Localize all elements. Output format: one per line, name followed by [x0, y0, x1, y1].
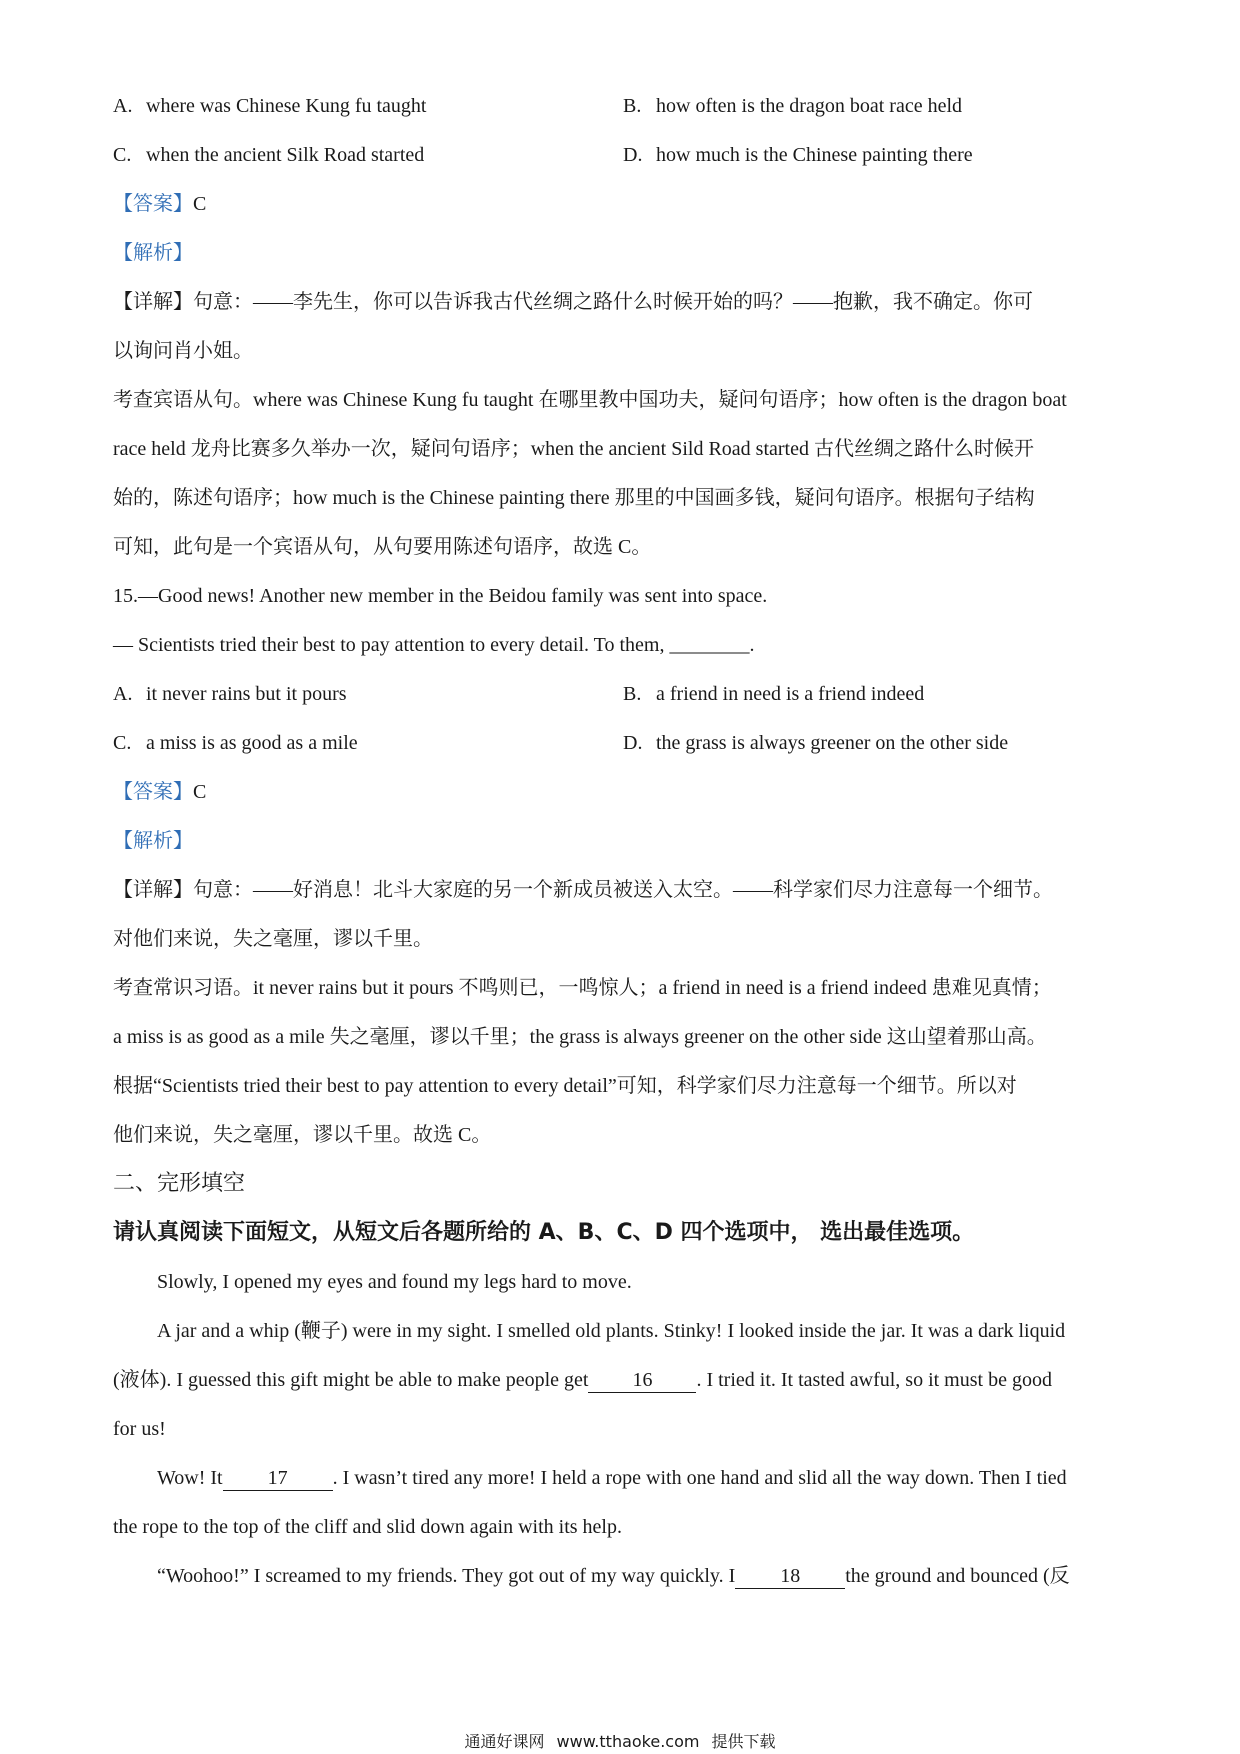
stem-text: . [749, 634, 755, 656]
q15-analysis-label: 【解析】 [113, 830, 193, 852]
option-letter: C. [113, 144, 132, 166]
passage-line: for us! [113, 1418, 166, 1440]
q15-answer [113, 778, 1133, 806]
footer-note: 提供下载 [711, 1732, 776, 1751]
option-letter: C. [113, 732, 132, 754]
q15-detail-line: 根据“Scientists tried their best to pay attention to every detail”可知，科学家们尽力注意每一个细节。所以对 [113, 1075, 1017, 1097]
q14-detail-line: 可知，此句是一个宾语从句，从句要用陈述句语序，故选 C。 [113, 536, 652, 558]
option-letter: B. [623, 95, 642, 117]
option-letter: A. [113, 683, 133, 705]
q14-detail-line: 始的，陈述句语序；how much is the Chinese painting there 那里的中国画多钱，疑问句语序。根据句子结构 [113, 487, 1035, 509]
blank-17: 17 [223, 1466, 333, 1491]
q15-detail-line: 他们来说，失之毫厘，谬以千里。故选 C。 [113, 1124, 492, 1146]
option-text: it never rains but it pours [146, 683, 347, 705]
option-text: how often is the dragon boat race held [656, 95, 963, 117]
passage-text: (液体). I guessed this gift might be able to make people get [113, 1369, 589, 1391]
q14-detail-line: 以询问肖小姐。 [113, 340, 253, 362]
footer-url[interactable]: www.tthaoke.com [556, 1732, 700, 1751]
passage-line: the rope to the top of the cliff and slid down again with its help. [113, 1516, 622, 1538]
blank-18: 18 [735, 1564, 845, 1589]
q14-option-b [623, 92, 962, 120]
option-letter: D. [623, 732, 643, 754]
option-text: a friend in need is a friend indeed [656, 683, 925, 705]
q15-stem-line: 15.—Good news! Another new member in the Beidou family was sent into space. [113, 585, 768, 607]
q15-stem-line [113, 631, 1133, 659]
q14-detail-line [113, 288, 1133, 316]
passage-line [157, 1562, 1133, 1590]
option-text: where was Chinese Kung fu taught [146, 95, 427, 117]
passage-text: the ground and bounced (反 [845, 1565, 1070, 1587]
q14-detail-line: race held 龙舟比赛多久举办一次，疑问句语序；when the ancient Sild Road started 古代丝绸之路什么时候开 [113, 438, 1034, 460]
passage-line: Slowly, I opened my eyes and found my legs hard to move. [157, 1271, 632, 1293]
q15-detail-line [113, 876, 1133, 904]
detail-text: 句意：——李先生，你可以告诉我古代丝绸之路什么时候开始的吗？——抱歉，我不确定。你可 [193, 291, 1033, 313]
q15-option-a [113, 680, 347, 708]
blank-16: 16 [588, 1368, 696, 1393]
detail-text: 句意：——好消息！北斗大家庭的另一个新成员被送入太空。——科学家们尽力注意每一个细节。 [193, 879, 1053, 901]
option-text: how much is the Chinese painting there [656, 144, 973, 166]
q14-option-a [113, 92, 427, 120]
detail-label: 【详解】 [113, 291, 193, 313]
section-title: 二、完形填空 [113, 1171, 246, 1196]
option-text: when the ancient Silk Road started [146, 144, 425, 166]
q15-detail-line: 考查常识习语。it never rains but it pours 不鸣则已，一鸣惊人；a friend in need is a friend indeed 患难见真情； [113, 977, 1052, 999]
option-text: the grass is always greener on the other side [656, 732, 1009, 754]
answer-label: 【答案】 [113, 781, 193, 803]
passage-line [113, 1366, 1133, 1394]
q15-option-d [623, 729, 1008, 757]
detail-label: 【详解】 [113, 879, 193, 901]
q15-option-b [623, 680, 924, 708]
q14-analysis-label: 【解析】 [113, 242, 193, 264]
section-instruction: 请认真阅读下面短文，从短文后各题所给的 A、B、C、D 四个选项中， 选出最佳选项。 [113, 1220, 975, 1245]
passage-text: “Woohoo!” I screamed to my friends. They got out of my way quickly. I [157, 1565, 736, 1587]
q15-detail-line: a miss is as good as a mile 失之毫厘，谬以千里；the grass is always greener on the other side 这山望着那山高。 [113, 1026, 1047, 1048]
q14-option-d [623, 141, 973, 169]
option-letter: B. [623, 683, 642, 705]
page-footer [0, 1729, 1240, 1752]
stem-blank: ________ [669, 634, 750, 656]
passage-line [157, 1464, 1133, 1492]
q15-option-c [113, 729, 358, 757]
option-letter: D. [623, 144, 643, 166]
option-text: a miss is as good as a mile [146, 732, 358, 754]
q14-option-c [113, 141, 424, 169]
q14-detail-line: 考查宾语从句。where was Chinese Kung fu taught 在哪里教中国功夫，疑问句语序；how often is the dragon boat [113, 389, 1067, 411]
passage-text: . I wasn’t tired any more! I held a rope with one hand and slid all the way down. Then I tied [332, 1467, 1067, 1489]
passage-text: . I tried it. It tasted awful, so it must be good [696, 1369, 1052, 1391]
q14-answer [113, 190, 1133, 218]
footer-site-name: 通通好课网 [464, 1732, 545, 1751]
stem-text: — Scientists tried their best to pay attention to every detail. To them, [113, 634, 670, 656]
q15-detail-line: 对他们来说，失之毫厘，谬以千里。 [113, 928, 433, 950]
passage-line: A jar and a whip (鞭子) were in my sight. I smelled old plants. Stinky! I looked inside the jar. It was a dark liquid [157, 1320, 1066, 1342]
answer-label: 【答案】 [113, 193, 193, 215]
passage-text: Wow! It [157, 1467, 223, 1489]
answer-value: C [193, 781, 207, 803]
option-letter: A. [113, 95, 133, 117]
answer-value: C [193, 193, 207, 215]
